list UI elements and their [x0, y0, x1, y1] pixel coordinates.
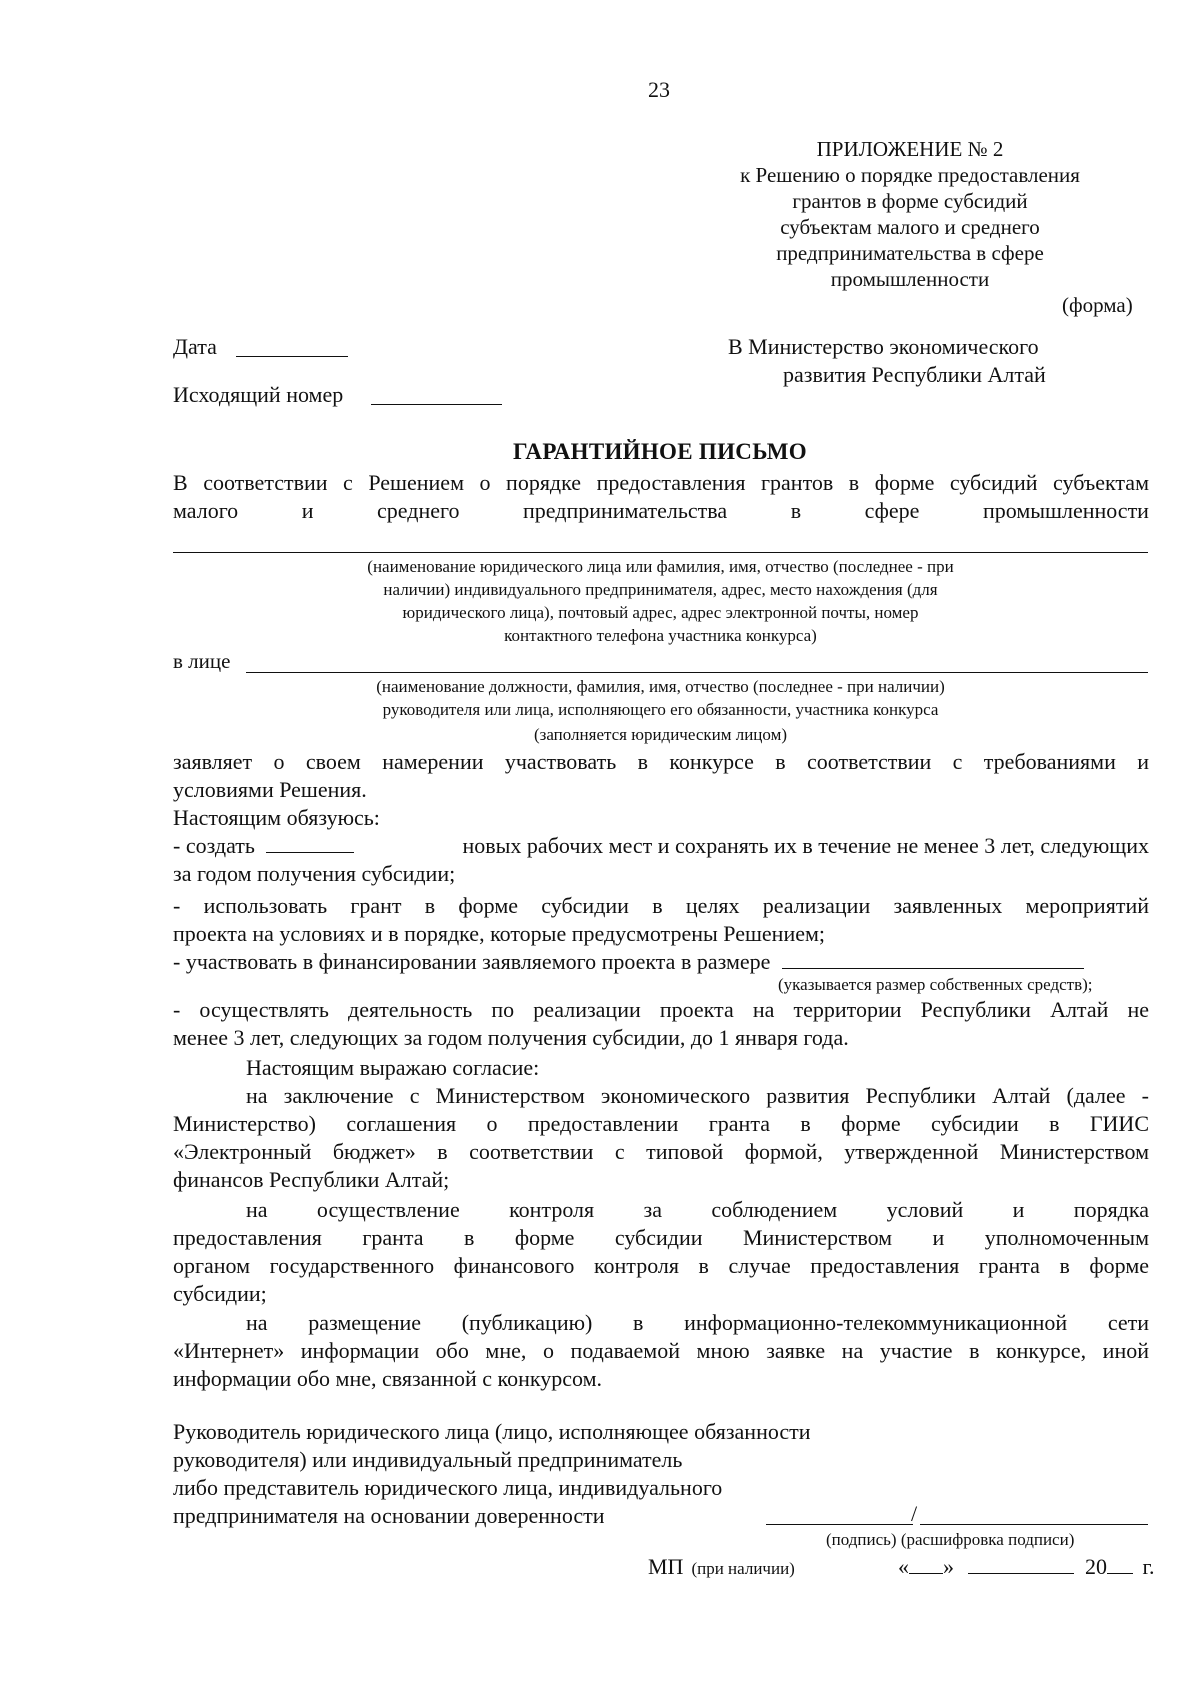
signature-field[interactable] [766, 1524, 913, 1525]
declaration-line: условиями Решения. [173, 777, 367, 802]
consent-line: субсидии; [173, 1281, 267, 1306]
obligation-activity [173, 996, 1149, 1052]
intro-line-2 [173, 497, 1149, 525]
quote-open: « [898, 1554, 909, 1579]
date-label: Дата [173, 334, 217, 359]
in-person-field[interactable] [246, 672, 1148, 673]
intro-line: В соответствии с Решением о порядке предоставления грантов в форме субсидий субъектам [173, 470, 1149, 495]
consent-line: на осуществление контроля за соблюдением условий и порядка [246, 1197, 1149, 1222]
entity-hint [173, 555, 1148, 647]
entity-hint-line: наличии) индивидуального предпринимателя, адрес, место нахождения (для [383, 580, 938, 599]
intro-word: малого [173, 498, 239, 523]
declaration-paragraph [173, 748, 1149, 832]
signature-line: руководителя) или индивидуальный предприниматель [173, 1447, 683, 1472]
obligation-create-text: за годом получения субсидии; [173, 861, 456, 886]
date-signed [898, 1554, 1155, 1580]
entity-hint-line: (наименование юридического лица или фамилия, имя, отчество (последнее - при [367, 557, 954, 576]
quote-close: » [943, 1554, 954, 1579]
consent-paragraph-3 [173, 1309, 1149, 1393]
entity-hint-line: юридического лица), почтовый адрес, адрес электронной почты, номер [402, 603, 919, 622]
signature-decoding-field[interactable] [920, 1524, 1148, 1525]
day-field[interactable] [909, 1555, 943, 1574]
signature-line: либо представитель юридического лица, индивидуального [173, 1475, 723, 1500]
declaration-line: заявляет о своем намерении участвовать в конкурсе в соответствии с требованиями и [173, 749, 1149, 774]
consent-line: Министерство) соглашения о предоставлении гранта в форме субсидии в ГИИС [173, 1111, 1149, 1136]
person-hint [173, 675, 1148, 746]
own-funds-field[interactable] [782, 950, 1084, 969]
consent-line: органом государственного финансового контроля в случае предоставления гранта в форме [173, 1253, 1149, 1278]
consent-paragraph-2 [173, 1196, 1149, 1308]
outgoing-number-label: Исходящий номер [173, 382, 344, 407]
year-prefix: 20 [1085, 1554, 1107, 1579]
signature-hint: (подпись) (расшифровка подписи) [826, 1530, 1075, 1549]
signature-line: предпринимателя на основании доверенности [173, 1503, 605, 1528]
intro-word: среднего [377, 498, 460, 523]
stamp-hint: (при наличии) [691, 1559, 795, 1578]
appendix-line: грантов в форме субсидий [792, 189, 1028, 213]
entity-hint-line: контактного телефона участника конкурса) [504, 626, 817, 645]
entity-name-field[interactable] [173, 552, 1148, 553]
signature-slash: / [911, 1501, 918, 1526]
intro-paragraph [173, 469, 1149, 525]
obligation-create [173, 832, 1149, 976]
appendix-title: ПРИЛОЖЕНИЕ № 2 [816, 137, 1004, 161]
in-person-label: в лице [173, 649, 231, 673]
stamp-label [648, 1554, 795, 1580]
signature-block [173, 1418, 811, 1530]
obligation-use-line: - использовать грант в форме субсидии в целях реализации заявленных мероприятий [173, 893, 1149, 918]
consent-line: «Интернет» информации обо мне, о подаваемой мною заявке на участие в конкурсе, иной [173, 1338, 1149, 1363]
consent-line: финансов Республики Алтай; [173, 1167, 450, 1192]
addressee-line: развития Республики Алтай [783, 362, 1046, 387]
appendix-line: промышленности [830, 267, 990, 291]
obligation-use-line: проекта на условиях и в порядке, которые предусмотрены Решением; [173, 921, 826, 946]
consent-line: на размещение (публикацию) в информационно-телекоммуникационной сети [246, 1310, 1149, 1335]
obligation-create-line [173, 832, 1149, 860]
obligation-finance-line [173, 948, 1149, 976]
consent-heading: Настоящим выражаю согласие: [246, 1055, 540, 1080]
consent-line: на заключение с Министерством экономического развития Республики Алтай (далее - [246, 1083, 1149, 1108]
outgoing-number-field[interactable] [371, 404, 502, 405]
intro-word: промышленности [982, 498, 1149, 523]
year-field[interactable] [1107, 1555, 1133, 1574]
date-field[interactable] [236, 356, 348, 357]
consent-line: информации обо мне, связанной с конкурсом. [173, 1366, 602, 1391]
obligation-create-text: - создать [173, 833, 255, 858]
month-field[interactable] [968, 1555, 1074, 1574]
person-hint-line: руководителя или лица, исполняющего его обязанности, участника конкурса [382, 700, 939, 719]
page-number: 23 [648, 77, 670, 102]
document-title: ГАРАНТИЙНОЕ ПИСЬМО [512, 439, 807, 464]
intro-word: в [790, 498, 802, 523]
appendix-line: к Решению о порядке предоставления [740, 163, 1080, 187]
year-suffix: г. [1142, 1554, 1155, 1579]
consent-line: предоставления гранта в форме субсидии Министерством и уполномоченным [173, 1225, 1149, 1250]
appendix-block [680, 136, 1140, 292]
finance-hint: (указывается размер собственных средств); [778, 975, 1093, 994]
appendix-line: предпринимательства в сфере [776, 241, 1044, 265]
signature-line: Руководитель юридического лица (лицо, исполняющее обязанности [173, 1419, 811, 1444]
jobs-count-field[interactable] [266, 834, 354, 853]
consent-paragraph-1 [173, 1082, 1149, 1194]
obligation-create-text: новых рабочих мест и сохранять их в течение не менее 3 лет, следующих [462, 833, 1149, 858]
obligations-heading: Настоящим обязуюсь: [173, 805, 380, 830]
person-hint-line: (наименование должности, фамилия, имя, отчество (последнее - при наличии) [376, 677, 945, 696]
intro-word: предпринимательства [523, 498, 728, 523]
stamp-mark: МП [648, 1554, 684, 1579]
obligation-activity-line: менее 3 лет, следующих за годом получения субсидии, до 1 января года. [173, 1025, 849, 1050]
form-label: (форма) [1062, 293, 1133, 317]
addressee-line: В Министерство экономического [728, 334, 1039, 359]
intro-word: сфере [864, 498, 920, 523]
obligation-activity-line: - осуществлять деятельность по реализации проекта на территории Республики Алтай не [173, 997, 1149, 1022]
obligation-finance-text: - участвовать в финансировании заявляемого проекта в размере [173, 949, 771, 974]
consent-line: «Электронный бюджет» в соответствии с типовой формой, утвержденной Министерством [173, 1139, 1149, 1164]
person-hint-line: (заполняется юридическим лицом) [533, 725, 788, 744]
appendix-line: субъектам малого и среднего [780, 215, 1040, 239]
intro-word: и [301, 498, 314, 523]
